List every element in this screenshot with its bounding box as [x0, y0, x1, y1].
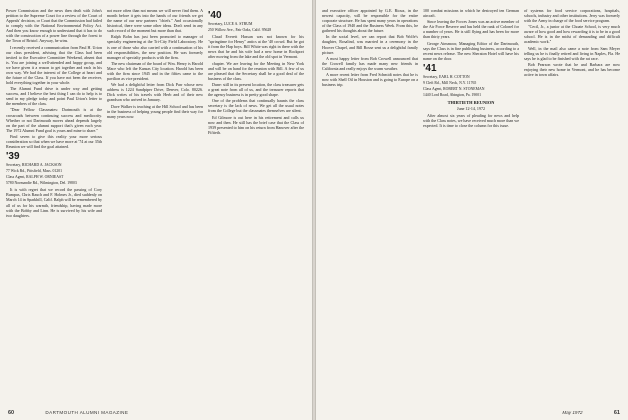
left-page	[0, 0, 312, 420]
class-notes-41: After almost six years of pleading for news and help with the Class notes, we have received much more than we expected. It is time to close the column for this issue.	[423, 112, 519, 128]
right-column-2	[423, 8, 519, 400]
paragraph: A most happy letter from Bob Crowell announced that the Crowell family has made many new friends in California and really enjoys the warm weather.	[322, 55, 418, 71]
reunion-heading: THIRTIETH REUNION	[447, 99, 495, 105]
class-secretary-40: Secretary, LUCE A. STRUM	[208, 22, 253, 26]
class-agent-41: Class Agent, ROBERT N. STONEMAN	[423, 87, 485, 92]
right-footer	[562, 410, 620, 416]
right-column-1	[322, 8, 418, 400]
left-footer	[8, 410, 128, 416]
left-column-2	[107, 8, 203, 400]
class-year-40: '40	[208, 10, 222, 21]
paragraph: chapter. We are leaving for the Meeting in New York and will be on hand for the reunion with Bill. A few of us are pleased that the Secretary shall be a good deal of the business of the class.	[208, 60, 304, 81]
paragraph: Bob Pearson wrote that he and Barbara are now enjoying their new home in Vermont, and he has become active in town affairs.	[524, 62, 620, 78]
reunion-dates: June 12-14, 1972	[457, 105, 485, 111]
paragraph: 100 combat missions in which he destroyed ten German aircraft.	[423, 8, 519, 19]
class-secretary-address-39: 77 Wick Rd., Pittsfield, Mass. 01201	[6, 169, 62, 174]
paragraph: George Ainsmoor, Managing Editor of the Dartmouth, says the Class is in fine publishing business, according to a recent news release. The new Sheraton Hotel will have his name on the door.	[423, 40, 519, 61]
class-year-39: '39	[6, 151, 20, 163]
paragraph: The Alumni Fund drive is under way and getting success, and I believe the best thing I can do to help is to send in my pledge today and point Paul Urion's letter to the members of the class.	[6, 86, 102, 107]
paragraph: In the social level, we can report that Bob Wolfe's daughter, Rosalind, was married in a ceremony in the Hoover Chapel, and Bill Bosse sent us a delightful family picture.	[322, 34, 418, 55]
class-secretary-address-41: 9 Cleft Rd., Mill Neck, N.Y. 11765	[423, 80, 477, 85]
class-agent-39: Class Agent, RALPH W. ORNIEAST	[6, 175, 64, 180]
publication-name: DARTMOUTH ALUMNI MAGAZINE	[45, 410, 129, 415]
paragraph: of systems for food service corporations, hospitals, schools, industry and other institutions. Jerry was formerly with the Army in charge of the food service program.	[524, 8, 620, 24]
paragraph: One of the problems that continually haunts the class secretary is the lack of news. We get all the usual notes from the College but the classmates themselves are silent.	[208, 98, 304, 114]
right-page	[316, 0, 628, 420]
paragraph: "Cecil, Jr., a junior at the Choate School, is very much aware of how good and how rewarding it is to be in a good school. He is in the midst of demanding and difficult academic work."	[524, 24, 620, 45]
class-agent-address-41: 1440 Lord Road, Abington, Pa. 19001	[423, 93, 482, 98]
paragraph: Dave Walker is teaching at the Hill School and has been in the business of helping young people find their way for many years now.	[107, 103, 203, 119]
class-secretary-address-40: 250 Willow Ave., Fair Oaks, Calif. 95628	[208, 28, 272, 33]
page-number: 61	[613, 410, 620, 416]
class-year-41: '41	[423, 62, 437, 74]
left-column-1	[6, 8, 102, 400]
issue-month: May 1972	[562, 410, 583, 415]
class-notes-40: Claud Everett Hassan was not known for his "springtime for Henry" antics at the '40 crowd. But he got it from the Hap boys. Bill White was right in there with the news that he and his wife had a new home in Rockport after moving from the lake and the old spot in Vermont.	[208, 34, 304, 60]
left-column-3	[208, 8, 304, 400]
paragraph: "Dear Fellow Classmates: Dartmouth is at the crossroads between continuing success and mediocrity. Whether or not Dartmouth moves ahead depends largely on the part of the alumni support that's given each year. The 1972 Alumni Fund goal is yours and mine to share."	[6, 107, 102, 133]
paragraph: and executive officer appointed by G.E. Rioux, in the newest capacity, will be responsible for the entire corporate structure. He has spent many years in operations of the Class of 1940 and the Business Week. From this, he gathered his thoughts about the future.	[322, 8, 418, 34]
right-column-3	[524, 8, 620, 400]
paragraph: not more often than not means we will never find them. A month before it gets into the hands of our friends we get the name of our new partners "chiefs." And occasionally historical, there were some other ideas. Don't send in any such record of the moment but more than that.	[107, 8, 203, 34]
class-secretary-41: Secretary, EARL H. COTTON	[423, 74, 470, 79]
paragraph: I recently received a communication from Paul H. Urion our class president, advising that the Class had been invited to the Executive Committee Weekend, absent that is. You are joining a well-attended and happy group, and we have given it a reason to get together and each in his own way. We had the interest of the College at heart and the future of the Class. If you have not been the receiver, hold everything together in your whole.	[6, 44, 102, 85]
class-agent-address-39: 5780 Normandie Rd., Wilmington, Del. 19803	[6, 181, 77, 186]
paragraph: Find seven to give this reality your more serious consideration so that when we have more at '74 at our 35th Reunion we will find the goal attained.	[6, 133, 102, 149]
paragraph: Since leaving the Forces Jones was an active member of the Air Force Reserve and has held the rank of Colonel for a number of years. He is still flying and has been for more than thirty years.	[423, 19, 519, 40]
class-secretary-39: Secretary, RICHARD A. JACKSON	[6, 163, 62, 168]
paragraph: A more recent letter from Fred Schmidt notes that he is now with Shell Oil in Houston and is going to Europe on a business trip.	[322, 72, 418, 88]
paragraph: Dune: still in its present location, the class treasurer gets a great note from all of us, and the treasurer reports that the agency business is in pretty good shape.	[208, 81, 304, 98]
paragraph: Ralph Bohn has just been promoted to manager of specialty engineering at the Tri-City Field Laboratory. He is one of those who also carried with a continuation of his old responsibilities, the new position. He was formerly manager of specialty products with the firm.	[107, 34, 203, 60]
paragraph: Ed Gilmore is out here in his retirement and calls us now and then. He still has the brief case that the Class of 1939 presented to him on his return from Hanover after the Fiftieth.	[208, 114, 304, 135]
paragraph: Power Commission and the news then dealt with John's petition to the Supreme Court for a review of the Court of Appeals' decision, or Court that the Commission had failed to comply with the National Environmental Policy Act. And then you know enough to understand that it has to do with the construction of a power line through the forest to the Town of Bristol. Anyway, he wins.	[6, 8, 102, 44]
page-number: 60	[8, 410, 15, 416]
paragraph: Well, in the mail also came a note from Sam Meyer telling us he is finally retired and living in Naples, Fla. He says he is glad to be finished with the rat race.	[524, 45, 620, 61]
paragraph: The new chairman of the board of Wm. Henry is Harold Mace who left the Kansas City location. Harold has been with the firm since 1945 and in the fifties came to the pavilion as vice president.	[107, 60, 203, 81]
paragraph: We had a delightful letter from Dick Parr whose new address is 1224 Sandpiper Drive, Denver, Colo. 80226. Dick writes of his travels with Herb and of their new grandson who arrived in January.	[107, 82, 203, 103]
class-notes-39: It is with regret that we record the passing of Cory Bumpus, Chris Rauch and F. Holmes Jr., died suddenly on March 14 in Sparkhill, Calif. Ralph will be remembered by all of us for his warmth, friendship, having made more with the Bobby and Linn. He is survived by his wife and two daughters.	[6, 187, 102, 218]
